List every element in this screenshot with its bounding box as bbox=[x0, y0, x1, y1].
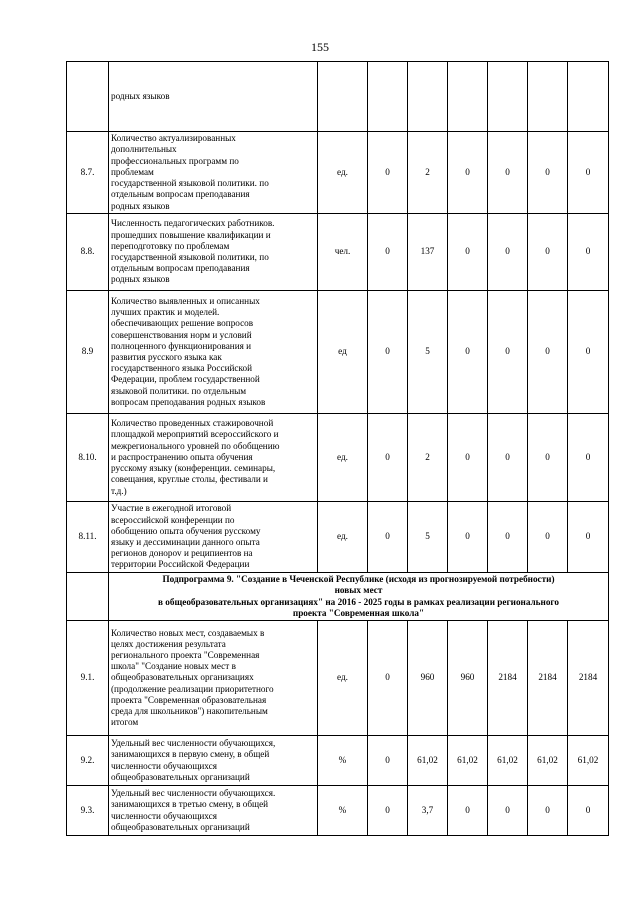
row-value: 2 bbox=[408, 414, 448, 502]
row-number: 8.10. bbox=[67, 414, 109, 502]
row-value: 0 bbox=[368, 502, 408, 573]
row-value: 0 bbox=[528, 291, 568, 414]
row-value: 5 bbox=[408, 291, 448, 414]
row-value: 0 bbox=[368, 291, 408, 414]
row-value: 0 bbox=[528, 214, 568, 291]
row-value bbox=[488, 62, 528, 132]
row-unit: % bbox=[318, 736, 368, 786]
indicators-table bbox=[66, 61, 609, 836]
row-number: 8.7. bbox=[67, 132, 109, 214]
table-row bbox=[67, 786, 609, 836]
table-row bbox=[67, 502, 609, 573]
table-row bbox=[67, 736, 609, 786]
row-value: 0 bbox=[488, 214, 528, 291]
subprogram-heading: Подпрограмма 9. "Создание в Чеченской Республике (исходя из прогнозируемой потребности) новых мест в общеобразовательных организациях" на 2016 - 2025 годы в рамках реализации регионального проекта "Современная школа" bbox=[109, 573, 609, 621]
row-number bbox=[67, 62, 109, 132]
row-value: 960 bbox=[448, 621, 488, 736]
row-number: 8.9 bbox=[67, 291, 109, 414]
row-value: 0 bbox=[368, 414, 408, 502]
row-unit: ед. bbox=[318, 502, 368, 573]
row-description: Участие в ежегодной итоговой всероссийской конференции по обобщению опыта обучения русскому языку и дессиминации данного опыта регионов донороv и реципиентов на территории Российской Федерации bbox=[109, 502, 318, 573]
row-value: 0 bbox=[568, 132, 609, 214]
row-value: 0 bbox=[448, 132, 488, 214]
row-value: 61,02 bbox=[408, 736, 448, 786]
row-value: 0 bbox=[568, 291, 609, 414]
table-body-rows-b bbox=[67, 621, 609, 836]
row-number: 9.1. bbox=[67, 621, 109, 736]
row-value: 2184 bbox=[488, 621, 528, 736]
row-value: 61,02 bbox=[528, 736, 568, 786]
row-value: 0 bbox=[488, 786, 528, 836]
row-description: Количество проведенных стажировочной площадкой мероприятий всероссийского и межрегионального уровней по обобщению и распространению опыта обучения русскому языку (конференции. семинары, совещания, круглые столы, фестивали и т.д.) bbox=[109, 414, 318, 502]
heading-number-cell bbox=[67, 573, 109, 621]
row-value: 0 bbox=[448, 786, 488, 836]
row-description: Количество новых мест, создаваемых в целях достижения результата регионального проекта "Современная школа" "Создание новых мест в общеобразовательных организациях (продолжение реализации приоритетного проекта "Современная образовательная среда для школьников") накопительным итогом bbox=[109, 621, 318, 736]
row-value: 0 bbox=[528, 786, 568, 836]
row-value: 0 bbox=[448, 502, 488, 573]
row-value: 61,02 bbox=[568, 736, 609, 786]
row-description: родных языков bbox=[109, 62, 318, 132]
table-row bbox=[67, 214, 609, 291]
subprogram-heading-row bbox=[67, 573, 609, 621]
table-body-a bbox=[67, 62, 609, 132]
table-row-fragment bbox=[67, 62, 609, 132]
row-description: Количество актуализированных дополнительных профессиональных программ по проблемам государственной языковой политики. по отдельным вопросам преподавания родных языков bbox=[109, 132, 318, 214]
table-body-rows-a bbox=[67, 132, 609, 573]
page-number: 155 bbox=[311, 40, 329, 54]
row-value bbox=[528, 62, 568, 132]
table-row bbox=[67, 291, 609, 414]
row-description: Количество выявленных и описанных лучших практик и моделей. обеспечивающих решение вопросов совершенствования норм и условий полноценного функционирования и развития русского языка как государственного языка Российской Федерации, проблем государственной языковой политики. по отдельным вопросам преподавания родных языков bbox=[109, 291, 318, 414]
row-value: 137 bbox=[408, 214, 448, 291]
row-value: 0 bbox=[528, 502, 568, 573]
row-value bbox=[368, 62, 408, 132]
row-unit: % bbox=[318, 786, 368, 836]
row-value: 0 bbox=[568, 214, 609, 291]
row-number: 9.3. bbox=[67, 786, 109, 836]
row-value: 3,7 bbox=[408, 786, 448, 836]
row-value: 0 bbox=[488, 502, 528, 573]
row-value: 0 bbox=[568, 502, 609, 573]
row-number: 8.8. bbox=[67, 214, 109, 291]
row-value: 0 bbox=[448, 414, 488, 502]
row-number: 9.2. bbox=[67, 736, 109, 786]
row-unit bbox=[318, 62, 368, 132]
table-row bbox=[67, 132, 609, 214]
row-unit: ед bbox=[318, 291, 368, 414]
row-value: 0 bbox=[368, 621, 408, 736]
row-value: 0 bbox=[368, 132, 408, 214]
table-row bbox=[67, 621, 609, 736]
row-description: Удельный вес численности обучающихся, занимающихся в первую смену, в общей численности обучающихся общеобразовательных организаций bbox=[109, 736, 318, 786]
row-value: 61,02 bbox=[448, 736, 488, 786]
row-value bbox=[408, 62, 448, 132]
row-value: 0 bbox=[528, 132, 568, 214]
row-value: 2 bbox=[408, 132, 448, 214]
row-value: 2184 bbox=[568, 621, 609, 736]
row-value: 0 bbox=[488, 132, 528, 214]
table-row bbox=[67, 414, 609, 502]
row-value: 5 bbox=[408, 502, 448, 573]
row-unit: ед. bbox=[318, 414, 368, 502]
row-unit: ед. bbox=[318, 132, 368, 214]
row-value bbox=[568, 62, 609, 132]
row-value: 0 bbox=[368, 736, 408, 786]
row-number: 8.11. bbox=[67, 502, 109, 573]
row-value: 960 bbox=[408, 621, 448, 736]
row-value: 0 bbox=[528, 414, 568, 502]
row-value: 0 bbox=[368, 214, 408, 291]
row-value: 61,02 bbox=[488, 736, 528, 786]
row-description: Удельный вес численности обучающихся. занимающихся в третью смену, в общей численности обучающихся общеобразовательных организаций bbox=[109, 786, 318, 836]
row-value: 0 bbox=[488, 291, 528, 414]
row-unit: ед. bbox=[318, 621, 368, 736]
table-body-heading bbox=[67, 573, 609, 621]
row-value: 0 bbox=[448, 214, 488, 291]
row-value: 0 bbox=[568, 786, 609, 836]
row-value: 0 bbox=[448, 291, 488, 414]
row-value: 0 bbox=[368, 786, 408, 836]
row-value: 2184 bbox=[528, 621, 568, 736]
row-value: 0 bbox=[488, 414, 528, 502]
row-unit: чел. bbox=[318, 214, 368, 291]
row-value: 0 bbox=[568, 414, 609, 502]
row-value bbox=[448, 62, 488, 132]
row-description: Численность педагогических работников. прошедших повышение квалификации и переподготовку по проблемам государственной языковой политики, по отдельным вопросам преподавания родных языков bbox=[109, 214, 318, 291]
